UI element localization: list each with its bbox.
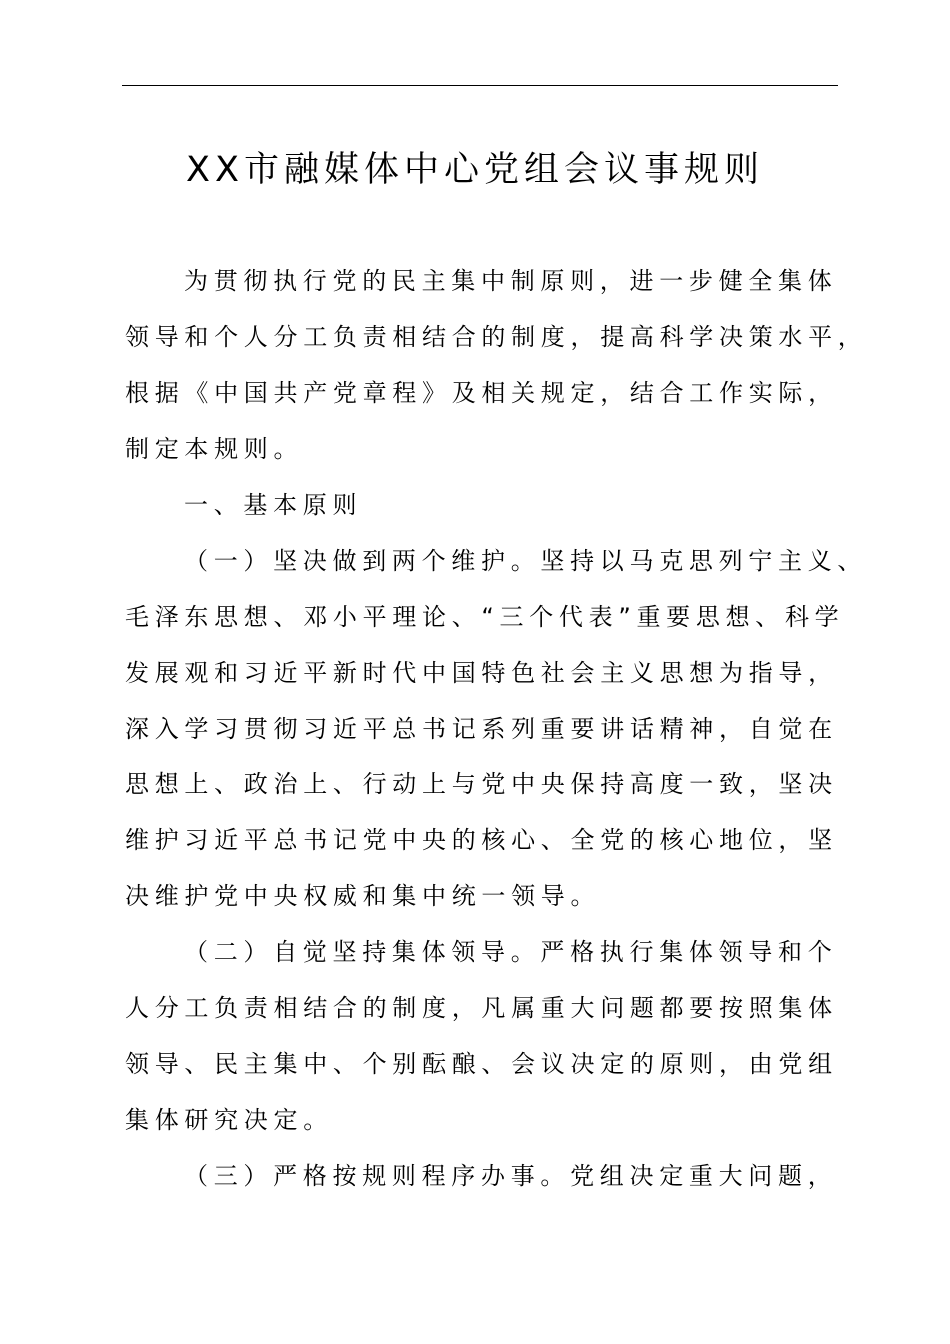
paragraph-line: 领导、民主集中、个别酝酿、会议决定的原则，由党组 <box>125 1050 838 1078</box>
paragraph-line: 根据《中国共产党章程》及相关规定，结合工作实际， <box>125 379 838 407</box>
paragraph-line: 为贯彻执行党的民主集中制原则，进一步健全集体 <box>184 267 838 295</box>
paragraph-line: 领导和个人分工负责相结合的制度，提高科学决策水平， <box>125 323 868 351</box>
paragraph-line: 维护习近平总书记党中央的核心、全党的核心地位，坚 <box>125 826 838 854</box>
paragraph-line: 集体研究决定。 <box>125 1106 333 1134</box>
paragraph-line: 制定本规则。 <box>125 435 304 463</box>
paragraph-line: （一）坚决做到两个维护。坚持以马克思列宁主义、 <box>184 547 868 575</box>
header-rule <box>122 85 838 86</box>
paragraph-line: 发展观和习近平新时代中国特色社会主义思想为指导， <box>125 659 838 687</box>
paragraph-line: 人分工负责相结合的制度，凡属重大问题都要按照集体 <box>125 994 838 1022</box>
paragraph-line: 决维护党中央权威和集中统一领导。 <box>125 882 601 910</box>
paragraph-line: 思想上、政治上、行动上与党中央保持高度一致，坚决 <box>125 770 838 798</box>
paragraph-line: （三）严格按规则程序办事。党组决定重大问题， <box>184 1162 838 1190</box>
paragraph-line: （二）自觉坚持集体领导。严格执行集体领导和个 <box>184 938 838 966</box>
section-heading: 一、基本原则 <box>184 491 363 519</box>
paragraph-line: 深入学习贯彻习近平总书记系列重要讲话精神，自觉在 <box>125 715 838 743</box>
paragraph-line: 毛泽东思想、邓小平理论、“三个代表”重要思想、科学 <box>125 603 845 631</box>
document-title: XX市融媒体中心党组会议事规则 <box>186 150 764 190</box>
